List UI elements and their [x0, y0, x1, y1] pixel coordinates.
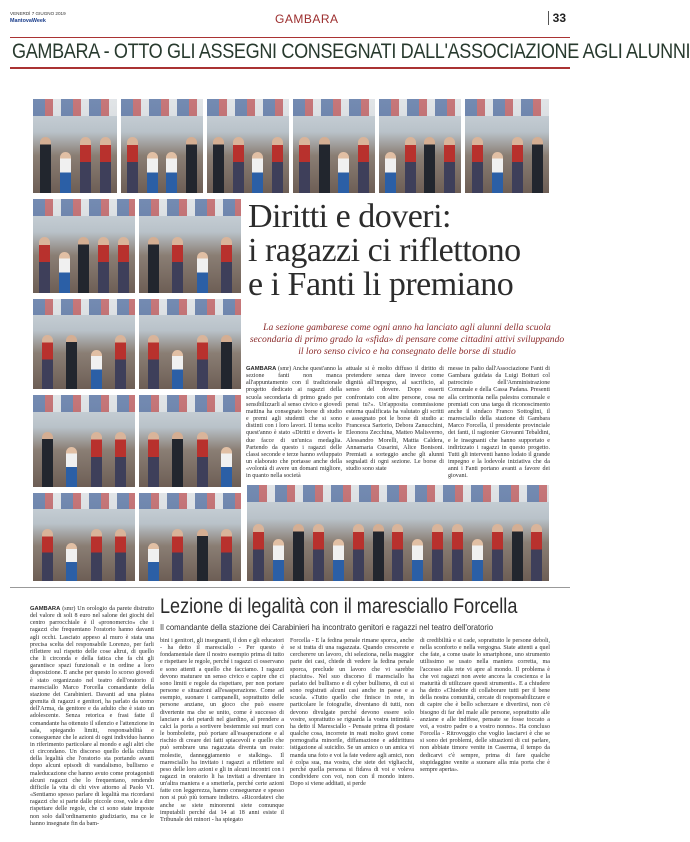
article2-col4-text: di credibilità e si cade, soprattutto le persone deboli, nella sconforto e nella vergogna. State attenti a quel che fate, a come usate lo smartphone, uno strumento utilissimo se usato nella maniera corretta, ma l'accesso alla rete vi apre al mondo. Il problema è che voi ragazzi non avete ancora la coscienza e la maturità di utilizzare questi strumenti». E a chiudere ha detto «Chiedete di collaborare tutti per il bene della nostra comunità, cercate di responsabilizzare e di capire che è bello scherzare e divertirsi, non c'è bisogno di far del male alle persone, soprattutto alle anziane e alle indifese, pensate se fosse toccato a voi, a vostro padre o a vostro nonno». Ha concluso Forcella - Ritrovoggio che voglio lasciarvi è che se si sono dei problemi, delle situazioni di cui parlare, non abbiate timore venite in Caserma, il tempo da dedicarvi c'è sempre, prima di fare qualche stupidaggine venite a suonare alla mia porta che è sempre aperta».: [420, 638, 550, 773]
article2-col1-text: (smr) Un orologio da parete distrutto del valore di soli 8 euro nel salone dei giochi del centro parrocchiale è il «pronomercio» che i ragazzi che frequentano l'oratorio hanno davanti agli occhi. Lasciato appeso al muro è stata una precisa scelta del responsabile Lorenzo, per farli riflettere sul rispetto delle cose altrui, di quello che li circonda e della fatica che fa chi gli garantisce spazi funzionali e in ordine a loro disposizione. E anche per questo lo scorso giovedì è stato organizzato nel teatro dell'oratorio il maresciallo Marco Forcella comandante della stazione dei Carabinieri. Davanti ad una platea gremita di ragazzi e genitori, ha parlato da uomo dell'Arma, da genitore e da adulto che è stato un adolescente. Senza retorica e frasi fatte il comandante ha ottenuto il silenzio e l'attenzione in sala, spiegando limiti, responsabilità e conseguenze che le azioni di ogni individuo hanno in riferimento particolare al mondo e agli altri che ci circondano. Un discorso quello della cultura della legalità che l'oratorio sta portando avanti dopo alcuni episodi di vandalismo, bullismo e maleducazione che hanno avuto come protagonisti alcuni ragazzi che lo frequentano, rendendo difficile la vita di chi vive attorno al Paolo VI. «Sentiamo spesso parlare di legalità ma ricordarsi ragazzi che si parte dalle piccole cose, vale a dire rispettare delle regole, che ci sono state imposte non solo dall'ordinamento giudiziario, ma ce le hanno insegnate fin da bam-: [30, 606, 154, 827]
article1-title: [248, 200, 568, 302]
photo-award-12: [138, 394, 242, 488]
article2-column-4: [420, 638, 550, 834]
photo-award-5: [378, 98, 462, 194]
photo-award-9: [32, 298, 136, 390]
article-divider: [10, 587, 570, 588]
article1-col3-text: messe in palio dall'Associazione Fanti di Gambara guidata da Luigi Botturi col patrocinio dell'Amministrazione Comunale e della Cassa Padana. Presenti alla cerimonia nella palestra comunale e premiati con una targa di riconoscimento anche il sindaco Franco Sottoglini, il maresciallo della stazione di Gambara Marco Forcella, il presidente provinciale dei fanti, il ragionier Giovanni Tebaldini, e le insegnanti che hanno supportato e indirizzato i ragazzi in questo progetto. Tutti gli interventi hanno lodato il grande impegno e la lodevole iniziativa che da anni i Fanti portano avanti a favore dei giovani.: [448, 366, 550, 480]
title-line-3: e i Fanti li premiano: [248, 266, 514, 303]
article2-dateline: GAMBARA: [30, 606, 61, 612]
article1-col1-text: (smr) Anche quest'anno la sezione fanti non manca all'appuntamento con il tradizionale progetto dedicato ai ragazzi della scuola secondaria di primo grado per sensibilizzarli al senso civico e giovedì mattina ha consegnato borse di studio e premi agli studenti che si sono distinti con i loro lavori. Il tema scelto quest'anno è stato «Diritti e doveri» le due facce di un'unica medaglia. Partendo da questo i ragazzi delle classi seconde e terze hanno sviluppato un elaborato che portasse anche della «volontà di avere un domani migliore, in quanto nella società: [246, 366, 342, 480]
title-line-2: i ragazzi ci riflettono: [248, 232, 521, 269]
masthead: [10, 8, 570, 38]
article2-col2-text: bini i genitori, gli insegnanti, il don e gli educatori - ha detto il maresciallo - Per questo è fondamentale dare il nostro esempio prima di tutto e rispettare le regole, perché i ragazzi ci osservano e sono attenti a quello che facciamo. I ragazzi devono maturare un senso civico e capire che ci sono limiti e regole da rispettare, per non portare persone e situazioni all'esasperazione. Come ad esempio, suonare i campanelli, soprattutto delle persone anziane, un gioco che può essere divertente ma che se unito, come è successo di lanciare a dei petardi nel giardino, al prendere a calci la porta a sortivere bestemmie sui muri con le bombolette, può portare all'esasperazione e al rischio di creare dei fatti spiacevoli e quello che può sembrare una ragazzata diventa un reato: molestie, danneggiamento e stalking». Il maresciallo ha invitato i ragazzi a riflettere sul peso delle loro azioni e gli in alcuni incontri con i ragazzi in oratorio li ha invitati a diventare in un'altra maniera e a smetterla, perché certe azioni fatte con leggerezza, hanno conseguenze e spesso non si può più tornare indietro. «Ricordatevi che anche se siete minorenni siete comunque imputabili perché dai 14 ai 18 anni esiste il Tribunale dei minori - ha spiegato: [160, 638, 284, 823]
photo-award-8: [138, 198, 242, 294]
page-number: 33: [548, 11, 566, 25]
article1-kicker-headline: GAMBARA - OTTO GLI ASSEGNI CONSEGNATI DALL'ASSOCIAZIONE AGLI ALUNNI: [12, 40, 690, 63]
headline-rule: [10, 67, 570, 69]
article2-column-2: [160, 638, 284, 834]
article1-col2-text: attuale si è molto diffuso il diritto di pretendere senza dare invece come dignità all'impegno, al sacrificio, al senso del dovere. Dopo esserti confrontato con altre persone, cosa ne pensi tu?». Un'apposita commissione esterna qualificata ha valutato gli scritti e assegnato poi le borse di studio a: Francesca Sartorio, Debora Zanucchini, Eleonora Zecchina, Matteo Malisverno, Alessandro Morelli, Mattia Caldera, Annamaria Cusarini, Alice Bonisoni. Premiati a sorteggio anche gli alunni segnalati di ogni sezione. Le borse di studio sono state: [346, 366, 444, 473]
article2-column-3: [290, 638, 414, 834]
photo-award-3: [206, 98, 290, 194]
article2-subhead: Il comandante della stazione dei Carabinieri ha incontrato genitori e ragazzi nel teatro dell'oratorio: [160, 622, 493, 632]
article2-col3-text: Forcella - E la fedina penale rimane sporca, anche se si tratta di una ragazzata. Quando crescerete e cerchereте un lavoro, chi seleziona, nella maggior parte dei casi, chiede di vedere la fedina penale sporca, preclude un lavoro che vi sarebbe piaciuto». Nel suo discorso il maresciallo ha parlato del bullismo e di cyber bullismo, di cui si sono registrati alcuni casi anche in paese e a scuola. «Tutto quello che finisce in rete, in particolare le fotografie, diventano di tutti, non devono divulgate perché devono essere solo vostre, soprattutto se riguarda la vostra intimità - ha detto il Maresciallo - Pensate prima di postare qualche cosa, incorrete in reati molto gravi come pornografia minorile, diffamazione e addirittura istigazione al suicidio. Se un amico o un amica vi manda una foto e voi la fate vedere agli amici, non è colpa sua, ma vostra, che siete dei vigliacchi, perché quella persona si fidava di voi e voleva condividere con voi, non con il mondo intero. Dopo si viene additati, si perde: [290, 638, 414, 788]
photo-award-6: [464, 98, 550, 194]
photo-award-group: [246, 484, 550, 582]
photo-award-10: [138, 298, 242, 390]
photo-award-1: [32, 98, 118, 194]
article1-column-3: [448, 366, 550, 480]
article1-column-2: [346, 366, 444, 480]
article2-headline: Lezione di legalità con il maresciallo Forcella: [160, 594, 518, 618]
article2-column-1: [30, 606, 154, 834]
photo-award-4: [292, 98, 376, 194]
photo-award-2: [120, 98, 204, 194]
title-line-1: Diritti e doveri:: [248, 198, 452, 235]
article1-column-1: [246, 366, 342, 480]
section-name: GAMBARA: [275, 12, 339, 26]
newspaper-name: MantovaWeek: [10, 18, 46, 24]
article1-dateline: GAMBARA: [246, 366, 277, 372]
article1-deck: La sezione gambarese come ogni anno ha lanciato agli alunni della scuola secondaria di primo grado la «sfida» di pensare come cittadini attivi sviluppando il loro senso civico e ha consegnato delle borse di studio: [249, 322, 565, 357]
issue-date: VENERDÌ 7 GIUGNO 2019: [10, 11, 66, 16]
photo-award-7: [32, 198, 136, 294]
photo-award-13: [32, 492, 136, 582]
photo-award-11: [32, 394, 136, 488]
photo-award-14: [138, 492, 242, 582]
